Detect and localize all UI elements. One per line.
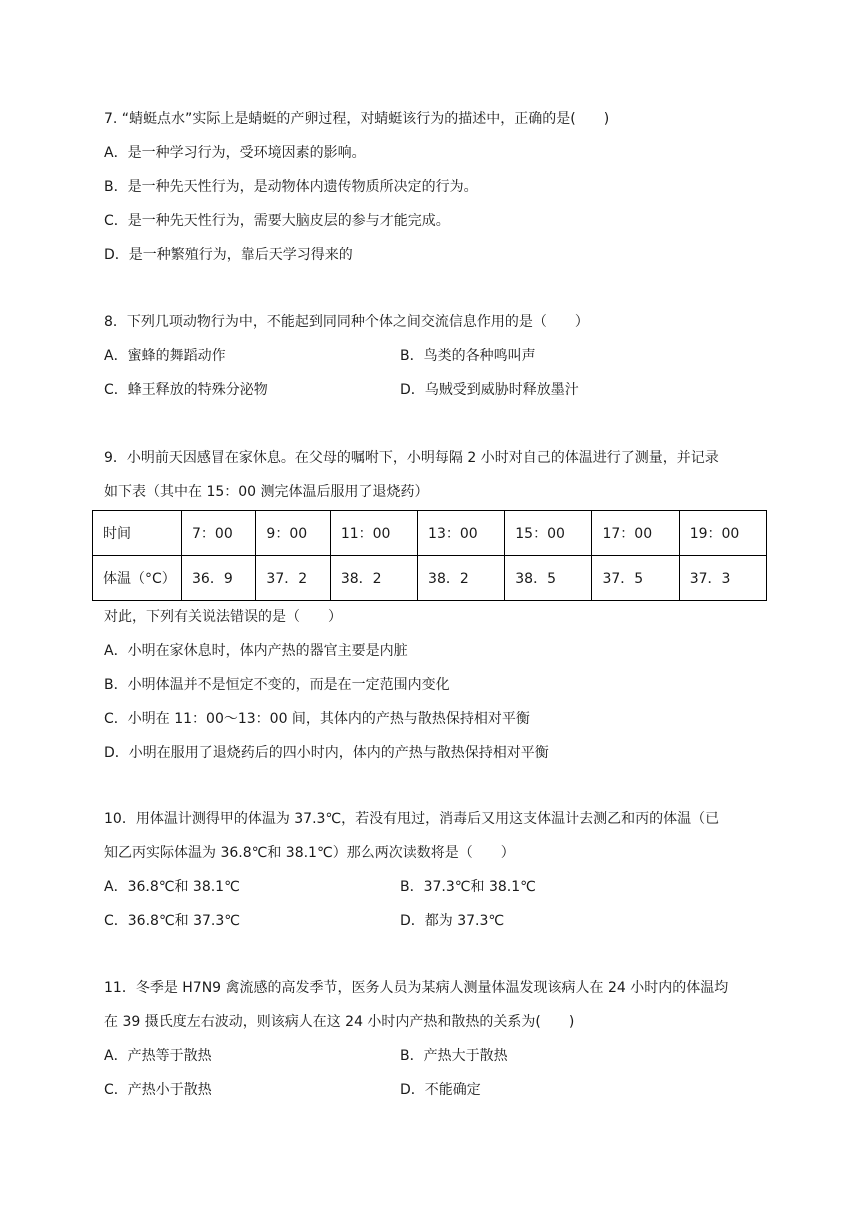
question-8-option-d: D．乌贼受到威胁时释放墨汁 [400,382,579,398]
table-cell-temperature: 36．9 [182,556,256,601]
question-8-options-row-2 [104,373,774,407]
table-cell-temperature: 38．2 [418,556,505,601]
question-10-options-row-1 [104,870,774,904]
question-8 [104,305,774,407]
question-8-option-c: C．蜂王释放的特殊分泌物 [104,382,268,398]
question-11-stem-line-1: 11．冬季是 H7N9 禽流感的高发季节，医务人员为某病人测量体温发现该病人在 24 小时内的体温均 [104,980,729,996]
table-cell-temperature: 37．5 [592,556,679,601]
question-10-stem-line-2: 知乙丙实际体温为 36.8℃和 38.1℃）那么两次读数将是（ ） [104,845,515,861]
table-cell-time: 9：00 [256,511,330,556]
table-header-time: 时间 [93,511,182,556]
question-11-options-row-1 [104,1039,774,1073]
question-10-option-b: B．37.3℃和 38.1℃ [400,879,536,895]
question-7-option-c: C．是一种先天性行为，需要大脑皮层的参与才能完成。 [104,213,450,229]
question-11-option-a: A．产热等于散热 [104,1048,212,1064]
table-cell-time: 7：00 [182,511,256,556]
question-10-option-d: D．都为 37.3℃ [400,913,505,929]
question-9-stem-line-2: 如下表（其中在 15：00 测完体温后服用了退烧药） [104,484,429,500]
question-11-stem-line-2: 在 39 摄氏度左右波动，则该病人在这 24 小时内产热和散热的关系为( ) [104,1014,575,1030]
question-9-option-b: B．小明体温并不是恒定不变的，而是在一定范围内变化 [104,677,450,693]
question-9-option-a: A．小明在家休息时，体内产热的器官主要是内脏 [104,643,408,659]
table-cell-time: 17：00 [592,511,679,556]
table-cell-time: 13：00 [418,511,505,556]
question-9-continued [104,600,774,770]
table-cell-time: 15：00 [505,511,592,556]
question-10 [104,802,774,938]
question-10-option-c: C．36.8℃和 37.3℃ [104,913,241,929]
question-9 [104,441,774,509]
question-10-options-row-2 [104,904,774,938]
table-cell-temperature: 38．5 [505,556,592,601]
question-8-stem: 8．下列几项动物行为中，不能起到同同种个体之间交流信息作用的是（ ） [104,314,589,330]
question-8-options-row-1 [104,339,774,373]
table-cell-temperature: 37．3 [679,556,766,601]
question-7-option-d: D．是一种繁殖行为，靠后天学习得来的 [104,247,353,263]
question-7-option-a: A．是一种学习行为，受环境因素的影响。 [104,145,366,161]
question-7 [104,102,774,272]
question-8-option-a: A．蜜蜂的舞蹈动作 [104,348,226,364]
question-10-option-a: A．36.8℃和 38.1℃ [104,879,240,895]
question-11 [104,971,774,1107]
table-header-temperature: 体温（°C） [93,556,182,601]
table-cell-temperature: 37．2 [256,556,330,601]
table-cell-temperature: 38．2 [330,556,417,601]
question-9-after-table: 对此，下列有关说法错误的是（ ） [104,609,342,625]
temperature-table [92,510,767,601]
question-7-stem: 7. “蜻蜓点水”实际上是蜻蜓的产卵过程，对蜻蜓该行为的描述中，正确的是( ) [104,111,610,127]
question-7-option-b: B．是一种先天性行为，是动物体内遗传物质所决定的行为。 [104,179,478,195]
question-9-option-d: D．小明在服用了退烧药后的四小时内，体内的产热与散热保持相对平衡 [104,745,549,761]
question-11-option-c: C．产热小于散热 [104,1082,212,1098]
question-11-option-b: B．产热大于散热 [400,1048,508,1064]
question-11-option-d: D．不能确定 [400,1082,481,1098]
question-11-options-row-2 [104,1073,774,1107]
table-cell-time: 19：00 [679,511,766,556]
question-8-option-b: B．鸟类的各种鸣叫声 [400,348,536,364]
table-cell-time: 11：00 [330,511,417,556]
table-row-time [93,511,767,556]
question-10-stem-line-1: 10．用体温计测得甲的体温为 37.3℃，若没有甩过，消毒后又用这支体温计去测乙和丙的体温（已 [104,811,720,827]
question-9-stem-line-1: 9．小明前天因感冒在家休息。在父母的嘱咐下，小明每隔 2 小时对自己的体温进行了测量，并记录 [104,450,719,466]
question-9-option-c: C．小明在 11：00～13：00 间，其体内的产热与散热保持相对平衡 [104,711,530,727]
table-row-temperature [93,556,767,601]
